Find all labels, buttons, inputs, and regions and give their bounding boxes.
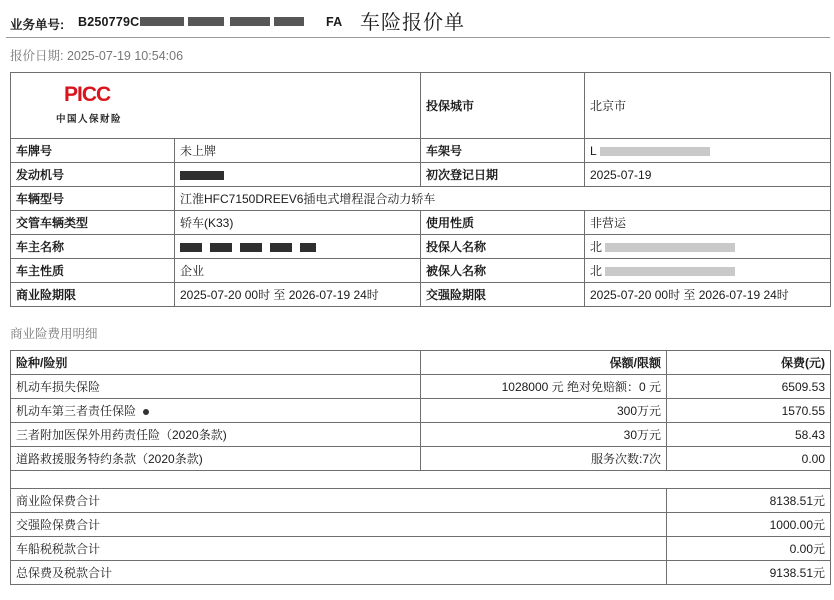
insured-prefix: 北 [590,264,603,278]
insured-city-label: 投保城市 [421,73,585,139]
table-row [11,187,831,211]
engine-redaction [180,171,224,180]
total-value: 0.00元 [667,537,831,561]
use-label: 使用性质 [421,211,585,235]
total-row [11,561,831,585]
coverage-limit: 服务次数:7次 [421,447,667,471]
table-row [11,163,831,187]
mgmt-type-value: 轿车(K33) [175,211,421,235]
total-value: 1000.00元 [667,513,831,537]
serial-value: B250779C [78,15,140,29]
serial-redaction [230,17,270,26]
model-value: 江淮HFC7150DREEV6插电式增程混合动力轿车 [175,187,831,211]
first-reg-value: 2025-07-19 [585,163,831,187]
premium-value: 58.43 [667,423,831,447]
total-value: 9138.51元 [667,561,831,585]
quote-date: 报价日期: 2025-07-19 10:54:06 [10,49,184,63]
coverage-name: 机动车第三者责任保险 [16,404,137,418]
insured-redaction [605,267,735,276]
col-header-type: 险种/险别 [11,351,421,375]
insured-label: 被保人名称 [421,259,585,283]
use-value: 非营运 [585,211,831,235]
total-value: 8138.51元 [667,489,831,513]
owner-redaction [240,243,262,252]
compulsory-period-label: 交强险期限 [421,283,585,307]
total-row [11,537,831,561]
table-row [11,73,831,139]
logo-subtitle: 中国人保财险 [56,113,123,125]
premium-value: 1570.55 [667,399,831,423]
applicant-prefix: 北 [590,240,603,254]
table-row [11,259,831,283]
engine-label: 发动机号 [11,163,175,187]
serial-redaction [140,17,184,26]
col-header-premium: 保费(元) [667,351,831,375]
logo-mark: PICC [64,82,111,106]
page-title: 车险报价单 [360,12,465,34]
total-label: 车船税税款合计 [11,537,667,561]
owner-value [175,235,421,259]
coverage-name-cell [11,399,421,423]
table-row [11,139,831,163]
table-row [11,211,831,235]
applicant-label: 投保人名称 [421,235,585,259]
plate-value: 未上牌 [175,139,421,163]
fees-section-title: 商业险费用明细 [10,327,98,341]
owner-redaction [180,243,202,252]
table-row [11,375,831,399]
insured-city-value: 北京市 [585,73,831,139]
table-row [11,399,831,423]
coverage-name: 道路救援服务特约条款（2020条款) [11,447,421,471]
table-row [11,235,831,259]
col-header-coverage: 保额/限额 [421,351,667,375]
vin-label: 车架号 [421,139,585,163]
insured-cell [585,259,831,283]
applicant-redaction [605,243,735,252]
compulsory-period-value: 2025-07-20 00时 至 2026-07-19 24时 [585,283,831,307]
coverage-name: 机动车损失保险 [11,375,421,399]
applicant-cell [585,235,831,259]
table-row [11,283,831,307]
premium-value: 0.00 [667,447,831,471]
mgmt-type-label: 交管车辆类型 [11,211,175,235]
coverage-limit: 300万元 [421,399,667,423]
engine-value [175,163,421,187]
owner-redaction [270,243,292,252]
plate-label: 车牌号 [11,139,175,163]
serial-redaction [188,17,224,26]
fee-detail-table [10,350,831,585]
vin-value: L [590,143,597,158]
redaction-dot [143,409,149,415]
coverage-limit: 30万元 [421,423,667,447]
serial-label: 业务单号: [10,18,65,32]
vehicle-info-table [10,72,831,307]
owner-type-value: 企业 [175,259,421,283]
table-header-row [11,351,831,375]
company-logo-cell [11,73,421,139]
spacer-cell [11,471,831,489]
spacer-row [11,471,831,489]
owner-redaction [300,243,316,252]
total-row [11,489,831,513]
total-row [11,513,831,537]
owner-label: 车主名称 [11,235,175,259]
premium-value: 6509.53 [667,375,831,399]
serial-suffix: FA [326,15,343,29]
coverage-name: 三者附加医保外用药责任险（2020条款) [11,423,421,447]
table-row [11,447,831,471]
table-row [11,423,831,447]
first-reg-label: 初次登记日期 [421,163,585,187]
owner-redaction [210,243,232,252]
model-label: 车辆型号 [11,187,175,211]
serial-redaction [274,17,304,26]
commercial-period-label: 商业险期限 [11,283,175,307]
quote-header [8,4,828,36]
commercial-period-value: 2025-07-20 00时 至 2026-07-19 24时 [175,283,421,307]
coverage-limit: 1028000 元 绝对免赔额：0 元 [421,375,667,399]
vin-redaction [600,147,710,156]
owner-type-label: 车主性质 [11,259,175,283]
total-label: 交强险保费合计 [11,513,667,537]
picc-logo [56,81,166,131]
total-label: 总保费及税款合计 [11,561,667,585]
vin-cell [585,139,831,163]
total-label: 商业险保费合计 [11,489,667,513]
header-divider [6,37,830,38]
